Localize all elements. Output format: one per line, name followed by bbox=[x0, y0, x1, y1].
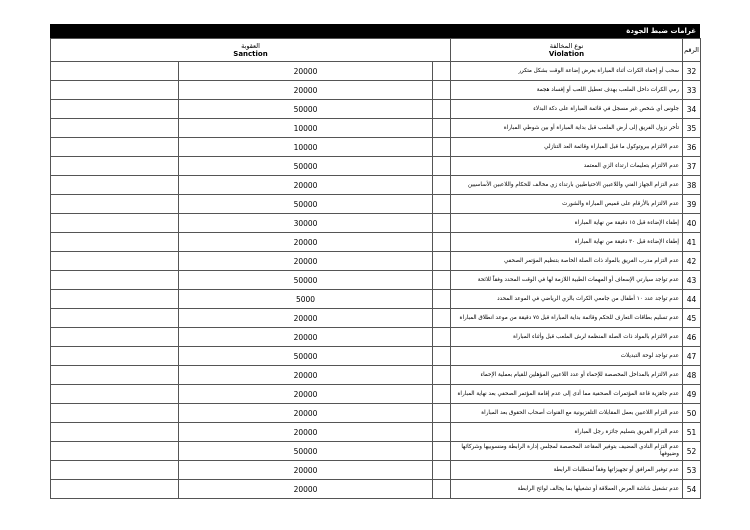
sanction-cell: 20000 bbox=[179, 385, 433, 404]
sanction-cell: 30000 bbox=[179, 214, 433, 233]
row-number-cell: 47 bbox=[683, 347, 701, 366]
table-row bbox=[51, 309, 701, 328]
row-number-cell: 38 bbox=[683, 176, 701, 195]
sanction-cell: 20000 bbox=[179, 366, 433, 385]
sanction-header bbox=[51, 39, 451, 62]
sanction-cell: 20000 bbox=[179, 81, 433, 100]
sanction-cell: 20000 bbox=[179, 461, 433, 480]
number-header: الرقم bbox=[683, 39, 701, 62]
violation-cell: جلوس أي شخص غير مسجل في قائمة المباراة على دكة البدلاء bbox=[451, 100, 683, 119]
sanction-cell: 50000 bbox=[179, 100, 433, 119]
violation-header bbox=[451, 39, 683, 62]
violation-header-ar: نوع المخالفة bbox=[549, 42, 584, 50]
spacer-cell bbox=[433, 100, 451, 119]
sanction-cell: 20000 bbox=[179, 233, 433, 252]
spacer-cell bbox=[433, 214, 451, 233]
blank-cell bbox=[51, 157, 179, 176]
spacer-cell bbox=[433, 461, 451, 480]
violation-cell: عدم الالتزام بالمداخل المخصصة للإحماء أو عدد اللاعبين المؤهلين للقيام بعملية الإحماء bbox=[451, 366, 683, 385]
fines-table bbox=[50, 38, 701, 499]
blank-cell bbox=[51, 81, 179, 100]
sheet-title: غرامات ضبط الجودة bbox=[50, 24, 700, 38]
blank-cell bbox=[51, 442, 179, 461]
blank-cell bbox=[51, 480, 179, 499]
sanction-cell: 20000 bbox=[179, 62, 433, 81]
sanction-cell: 50000 bbox=[179, 271, 433, 290]
row-number-cell: 52 bbox=[683, 442, 701, 461]
blank-cell bbox=[51, 309, 179, 328]
table-row bbox=[51, 271, 701, 290]
table-row bbox=[51, 81, 701, 100]
row-number-cell: 54 bbox=[683, 480, 701, 499]
table-row bbox=[51, 347, 701, 366]
blank-cell bbox=[51, 252, 179, 271]
spacer-cell bbox=[433, 328, 451, 347]
violation-cell: عدم توفير المرافق أو تجهيزاتها وفقاً لمتطلبات الرابطة bbox=[451, 461, 683, 480]
violation-cell: عدم التزام الجهاز الفني واللاعبين الاحتياطيين بارتداء زي مخالف للحكام واللاعبين الأساسيين bbox=[451, 176, 683, 195]
row-number-cell: 41 bbox=[683, 233, 701, 252]
sanction-cell: 20000 bbox=[179, 309, 433, 328]
violation-cell: عدم جاهزية قاعة المؤتمرات الصحفية مما أدى إلى عدم إقامة المؤتمر الصحفي بعد نهاية المباراة bbox=[451, 385, 683, 404]
violation-cell: إطفاء الإضاءة قبل ١٥ دقيقة من نهاية المباراة bbox=[451, 214, 683, 233]
row-number-cell: 43 bbox=[683, 271, 701, 290]
fines-sheet bbox=[50, 24, 700, 499]
violation-cell: عدم الالتزام بالأرقام على قميص المباراة والشورت bbox=[451, 195, 683, 214]
blank-cell bbox=[51, 176, 179, 195]
sanction-cell: 50000 bbox=[179, 195, 433, 214]
sanction-header-en: Sanction bbox=[233, 50, 268, 58]
row-number-cell: 40 bbox=[683, 214, 701, 233]
violation-cell: عدم تواجد سيارتي الإسعاف أو المهمات الطبية اللازمة لها في الوقت المحدد وفقاً للائحة bbox=[451, 271, 683, 290]
row-number-cell: 51 bbox=[683, 423, 701, 442]
violation-cell: تأخر نزول الفريق إلى أرض الملعب قبل بداية المباراة أو بين شوطي المباراة bbox=[451, 119, 683, 138]
blank-cell bbox=[51, 347, 179, 366]
row-number-cell: 53 bbox=[683, 461, 701, 480]
table-row bbox=[51, 176, 701, 195]
spacer-cell bbox=[433, 309, 451, 328]
row-number-cell: 35 bbox=[683, 119, 701, 138]
table-row bbox=[51, 404, 701, 423]
table-row bbox=[51, 385, 701, 404]
table-row bbox=[51, 62, 701, 81]
sanction-cell: 50000 bbox=[179, 442, 433, 461]
violation-header-en: Violation bbox=[548, 50, 585, 58]
sanction-cell: 5000 bbox=[179, 290, 433, 309]
sanction-cell: 20000 bbox=[179, 252, 433, 271]
violation-cell: عدم التزام الفريق بتسليم جائزة رجل المباراة bbox=[451, 423, 683, 442]
table-row bbox=[51, 214, 701, 233]
sanction-cell: 10000 bbox=[179, 119, 433, 138]
row-number-cell: 48 bbox=[683, 366, 701, 385]
table-row bbox=[51, 157, 701, 176]
sanction-header-ar: العقوبة bbox=[241, 42, 260, 50]
table-row bbox=[51, 290, 701, 309]
spacer-cell bbox=[433, 480, 451, 499]
violation-cell: عدم التزام اللاعبين بعمل المقابلات التلفزيونية مع القنوات أصحاب الحقوق بعد المباراة bbox=[451, 404, 683, 423]
row-number-cell: 33 bbox=[683, 81, 701, 100]
violation-cell: سحب أو إخفاء الكرات أثناء المباراة بغرض إضاعة الوقت بشكل متكرر bbox=[451, 62, 683, 81]
blank-cell bbox=[51, 328, 179, 347]
spacer-cell bbox=[433, 271, 451, 290]
sanction-cell: 50000 bbox=[179, 347, 433, 366]
violation-cell: رمي الكرات داخل الملعب بهدف تعطيل اللعب أو إفساد هجمة bbox=[451, 81, 683, 100]
row-number-cell: 46 bbox=[683, 328, 701, 347]
violation-cell: إطفاء الإضاءة قبل ٣٠ دقيقة من نهاية المباراة bbox=[451, 233, 683, 252]
table-row bbox=[51, 195, 701, 214]
sanction-cell: 20000 bbox=[179, 328, 433, 347]
blank-cell bbox=[51, 62, 179, 81]
violation-cell: عدم تواجد عدد ١٠ أطفال من جامعي الكرات بالزي الرياضي في الموعد المحدد bbox=[451, 290, 683, 309]
blank-cell bbox=[51, 290, 179, 309]
table-row bbox=[51, 252, 701, 271]
table-row bbox=[51, 366, 701, 385]
spacer-cell bbox=[433, 176, 451, 195]
violation-cell: عدم التزام مدرب الفريق بالمواد ذات الصلة الخاصة بتنظيم المؤتمر الصحفي bbox=[451, 252, 683, 271]
table-row bbox=[51, 442, 701, 461]
table-row bbox=[51, 119, 701, 138]
row-number-cell: 42 bbox=[683, 252, 701, 271]
spacer-cell bbox=[433, 157, 451, 176]
blank-cell bbox=[51, 385, 179, 404]
sanction-cell: 20000 bbox=[179, 176, 433, 195]
blank-cell bbox=[51, 366, 179, 385]
blank-cell bbox=[51, 195, 179, 214]
blank-cell bbox=[51, 423, 179, 442]
table-row bbox=[51, 480, 701, 499]
spacer-cell bbox=[433, 442, 451, 461]
sanction-cell: 50000 bbox=[179, 157, 433, 176]
violation-cell: عدم الالتزام بتعليمات ارتداء الزي المعتمد bbox=[451, 157, 683, 176]
sanction-cell: 20000 bbox=[179, 423, 433, 442]
row-number-cell: 32 bbox=[683, 62, 701, 81]
row-number-cell: 36 bbox=[683, 138, 701, 157]
blank-cell bbox=[51, 233, 179, 252]
row-number-cell: 45 bbox=[683, 309, 701, 328]
table-row bbox=[51, 100, 701, 119]
spacer-cell bbox=[433, 138, 451, 157]
sanction-cell: 20000 bbox=[179, 404, 433, 423]
row-number-cell: 49 bbox=[683, 385, 701, 404]
violation-cell: عدم تشغيل شاشة العرض العملاقة أو تشغيلها بما يخالف لوائح الرابطة bbox=[451, 480, 683, 499]
violation-cell: عدم الالتزام بالمواد ذات الصلة المنظمة لرش الملعب قبل وأثناء المباراة bbox=[451, 328, 683, 347]
row-number-cell: 37 bbox=[683, 157, 701, 176]
spacer-cell bbox=[433, 290, 451, 309]
spacer-cell bbox=[433, 233, 451, 252]
violation-cell: عدم الالتزام ببروتوكول ما قبل المباراة وقائمة العد التنازلي bbox=[451, 138, 683, 157]
row-number-cell: 44 bbox=[683, 290, 701, 309]
sanction-cell: 20000 bbox=[179, 480, 433, 499]
violation-cell: عدم تسليم بطاقات التعارف للحكم وقائمة بداية المباراة قبل ٧٥ دقيقة من موعد انطلاق المباراة bbox=[451, 309, 683, 328]
header-row bbox=[51, 39, 701, 62]
row-number-cell: 39 bbox=[683, 195, 701, 214]
spacer-cell bbox=[433, 119, 451, 138]
sanction-cell: 10000 bbox=[179, 138, 433, 157]
blank-cell bbox=[51, 214, 179, 233]
blank-cell bbox=[51, 461, 179, 480]
blank-cell bbox=[51, 404, 179, 423]
table-row bbox=[51, 423, 701, 442]
spacer-cell bbox=[433, 366, 451, 385]
table-row bbox=[51, 138, 701, 157]
spacer-cell bbox=[433, 347, 451, 366]
blank-cell bbox=[51, 271, 179, 290]
spacer-cell bbox=[433, 62, 451, 81]
spacer-cell bbox=[433, 81, 451, 100]
spacer-cell bbox=[433, 404, 451, 423]
spacer-cell bbox=[433, 195, 451, 214]
spacer-cell bbox=[433, 423, 451, 442]
violation-cell: عدم تواجد لوحة التبديلات bbox=[451, 347, 683, 366]
table-row bbox=[51, 461, 701, 480]
spacer-cell bbox=[433, 385, 451, 404]
blank-cell bbox=[51, 138, 179, 157]
table-row bbox=[51, 233, 701, 252]
violation-cell: عدم التزام النادي المضيف بتوفير المقاعد المخصصة لمجلس إدارة الرابطة ومنسوبيها وشركائها وضيوفها bbox=[451, 442, 683, 461]
table-row bbox=[51, 328, 701, 347]
row-number-cell: 34 bbox=[683, 100, 701, 119]
spacer-cell bbox=[433, 252, 451, 271]
row-number-cell: 50 bbox=[683, 404, 701, 423]
blank-cell bbox=[51, 100, 179, 119]
blank-cell bbox=[51, 119, 179, 138]
